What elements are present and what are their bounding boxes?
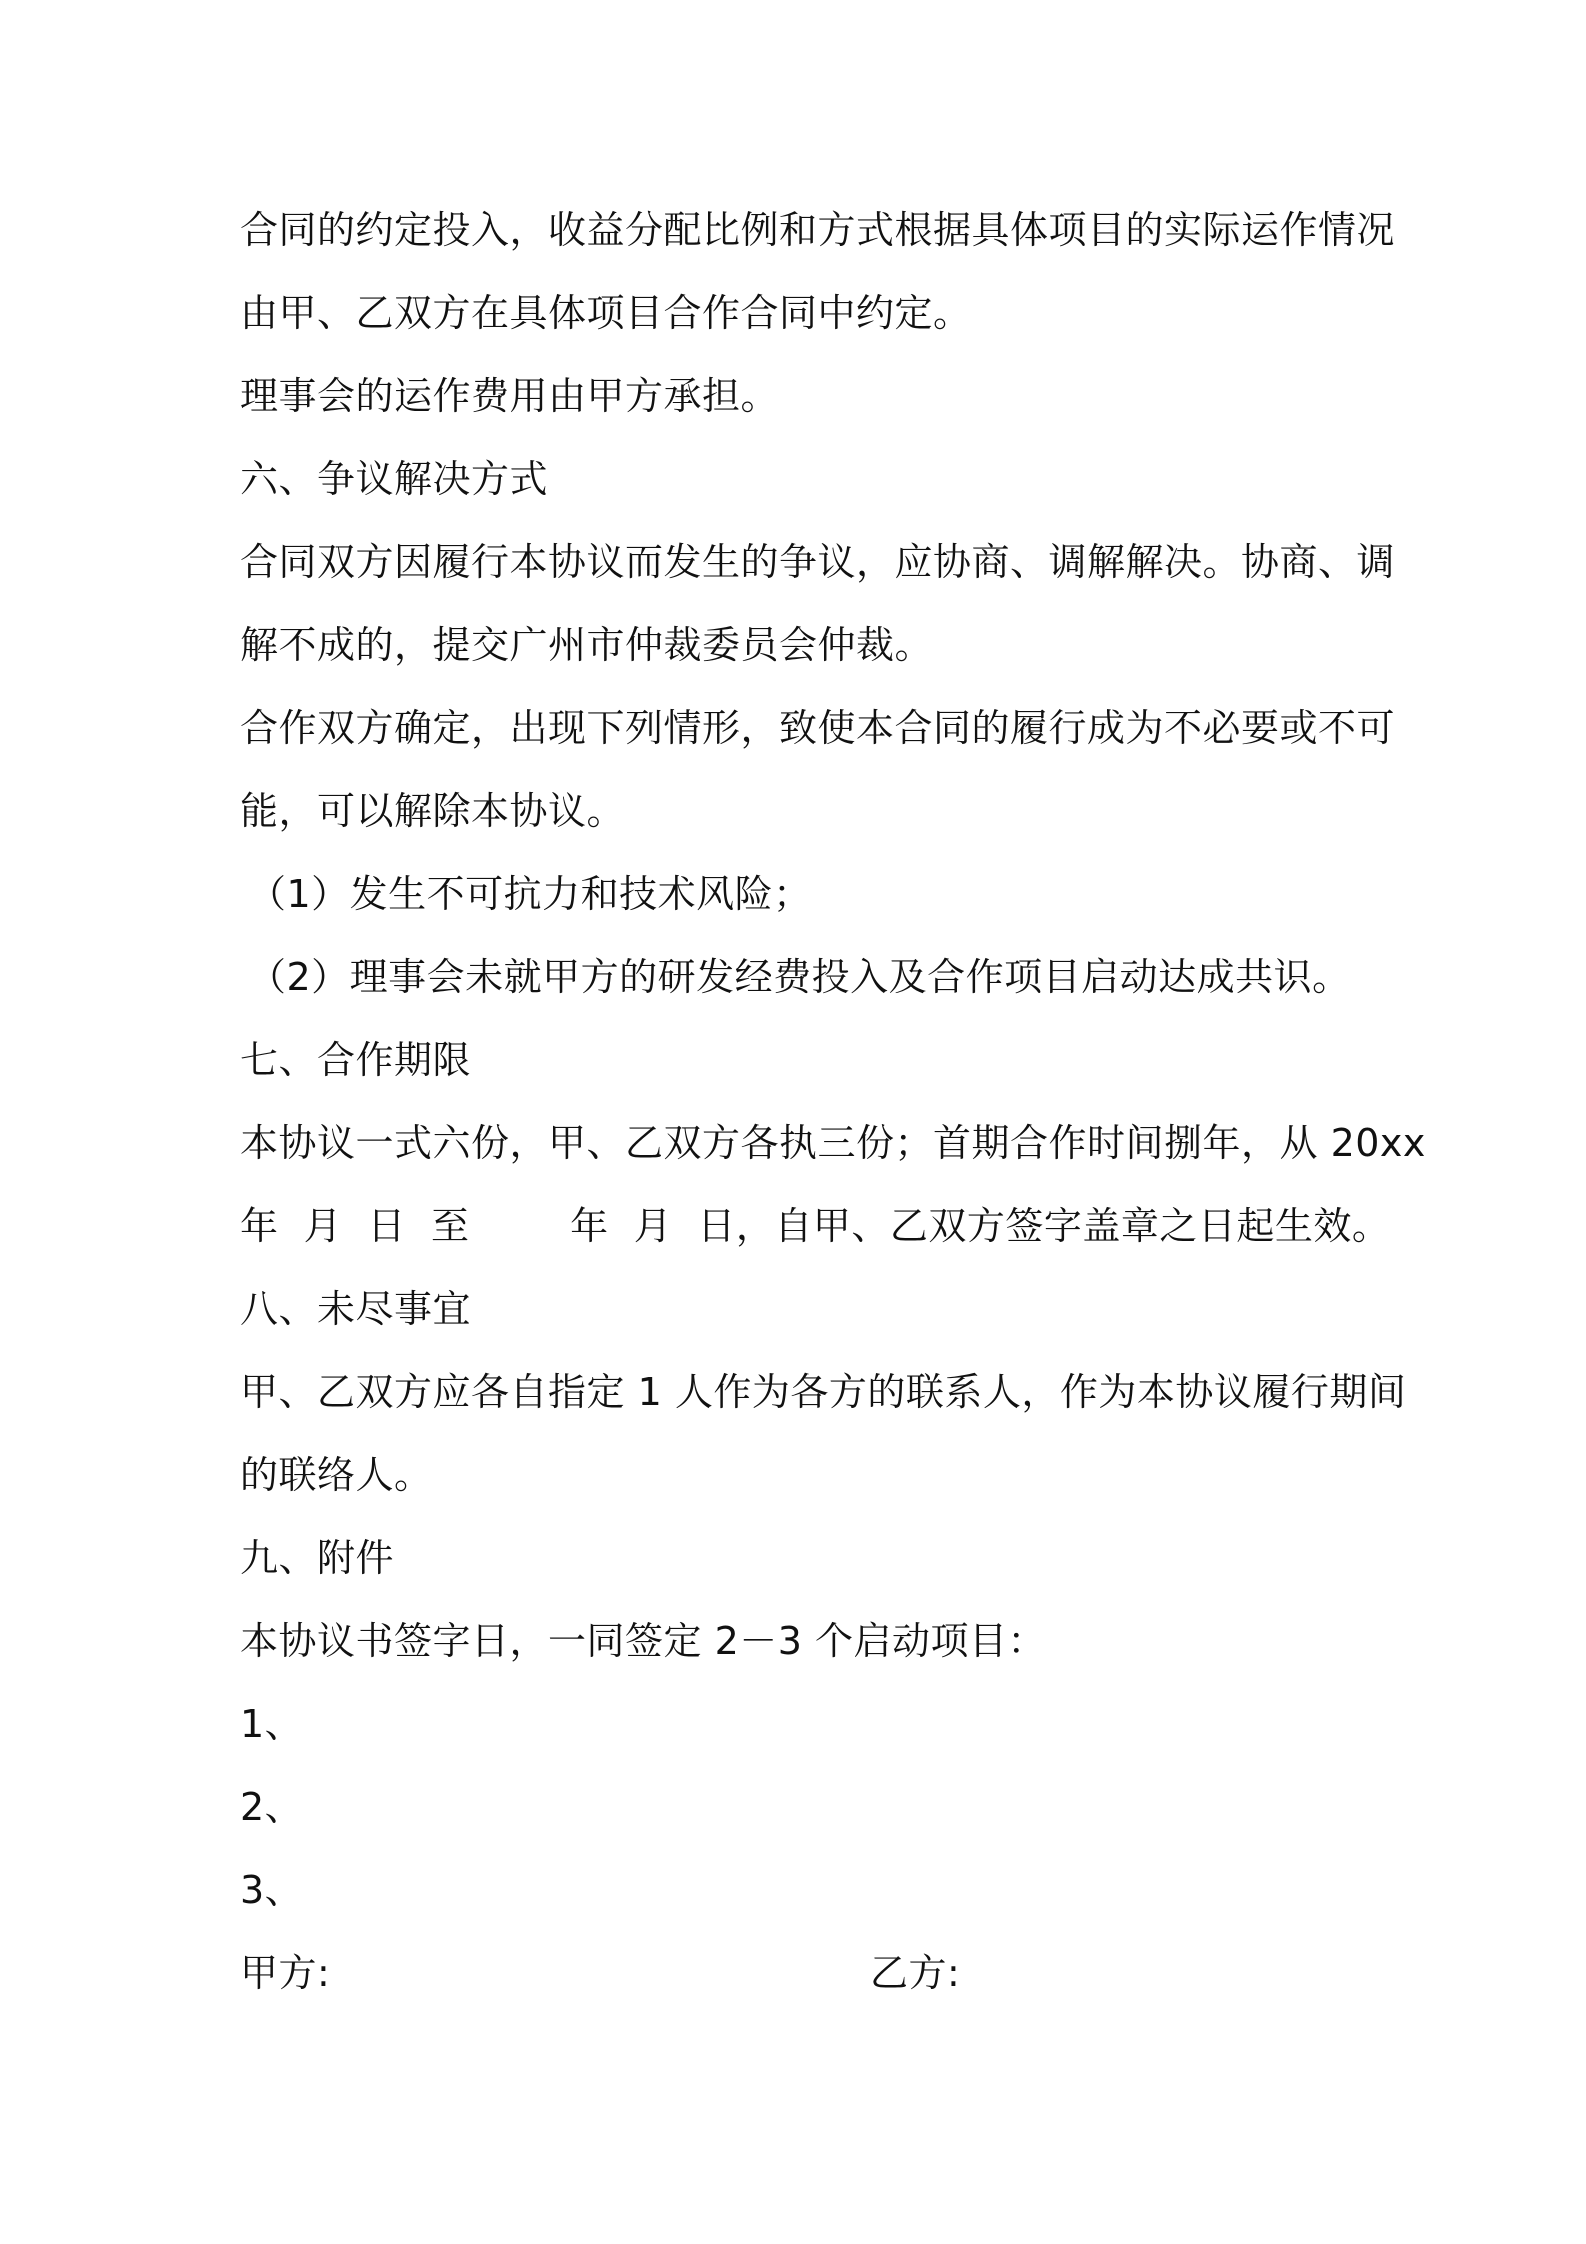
list-item: （2）理事会未就甲方的研发经费投入及合作项目启动达成共识。 — [248, 955, 1351, 999]
paragraph-line: 理事会的运作费用由甲方承担。 — [240, 374, 780, 418]
paragraph-line: 合作双方确定，出现下列情形，致使本合同的履行成为不必要或不可 — [240, 706, 1396, 750]
list-item: 3、 — [240, 1868, 304, 1912]
list-item: 1、 — [240, 1702, 304, 1746]
section-heading: 八、未尽事宜 — [240, 1287, 472, 1331]
paragraph-line: 本协议书签字日，一同签定 2－3 个启动项目： — [240, 1619, 1047, 1663]
paragraph-line: 本协议一式六份，甲、乙双方各执三份；首期合作时间捌年，从 20xx — [240, 1121, 1426, 1165]
section-heading: 九、附件 — [240, 1536, 395, 1580]
paragraph-line: 的联络人。 — [240, 1453, 433, 1497]
paragraph-line: 合同双方因履行本协议而发生的争议，应协商、调解解决。协商、调 — [240, 540, 1396, 584]
list-item: 2、 — [240, 1785, 304, 1829]
paragraph-line: 甲、乙双方应各自指定 1 人作为各方的联系人，作为本协议履行期间 — [240, 1370, 1407, 1414]
paragraph-line: 解不成的，提交广州市仲裁委员会仲裁。 — [240, 623, 934, 667]
paragraph-line: 合同的约定投入，收益分配比例和方式根据具体项目的实际运作情况 — [240, 208, 1396, 252]
paragraph-line: 年 月 日 至 年 月 日，自甲、乙双方签字盖章之日起生效。 — [240, 1204, 1391, 1248]
party-a-signature-label: 甲方: — [240, 1951, 331, 1995]
list-item: （1）发生不可抗力和技术风险； — [248, 872, 812, 916]
paragraph-line: 由甲、乙双方在具体项目合作合同中约定。 — [240, 291, 972, 335]
section-heading: 七、合作期限 — [240, 1038, 472, 1082]
section-heading: 六、争议解决方式 — [240, 457, 549, 501]
paragraph-line: 能，可以解除本协议。 — [240, 789, 626, 833]
party-b-signature-label: 乙方: — [870, 1951, 961, 1995]
